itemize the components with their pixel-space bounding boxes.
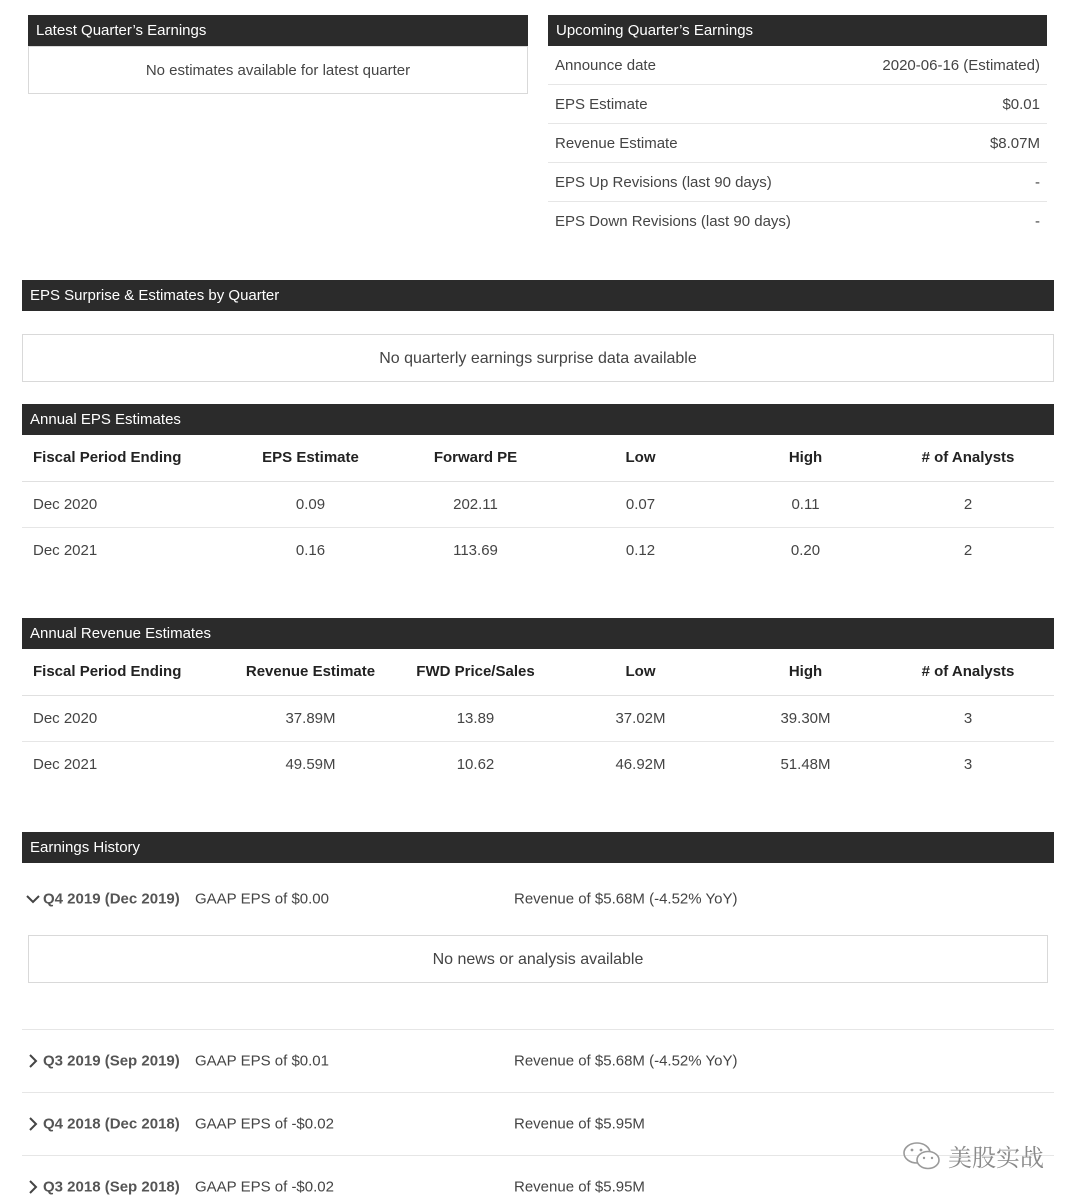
table-cell: 3 [882,695,1054,741]
history-revenue: Revenue of $5.68M (-4.52% YoY) [514,890,738,908]
upcoming-row-label: EPS Down Revisions (last 90 days) [555,213,791,230]
upcoming-row [548,85,1047,124]
table-row [22,481,1054,527]
history-eps: GAAP EPS of $0.01 [195,1052,329,1070]
table-header-row [22,435,1054,481]
history-quarter: Q4 2018 (Dec 2018) [43,1115,180,1133]
table-cell: 202.11 [399,481,552,527]
eps-surprise-title: EPS Surprise & Estimates by Quarter [22,280,1054,311]
table-cell: 39.30M [729,695,882,741]
annual-eps-table [22,435,1054,573]
upcoming-row-value: $8.07M [989,135,1040,152]
table-header-row [22,649,1054,695]
column-header: FWD Price/Sales [399,649,552,695]
chevron-down-icon [26,892,40,906]
table-cell: 0.09 [222,481,399,527]
upcoming-quarter-title: Upcoming Quarter’s Earnings [548,15,1047,46]
history-eps: GAAP EPS of $0.00 [195,890,329,908]
upcoming-row [548,202,1047,241]
column-header: High [729,649,882,695]
table-cell: 37.89M [222,695,399,741]
history-quarter: Q3 2018 (Sep 2018) [43,1178,180,1196]
table-cell: 10.62 [456,755,495,773]
upcoming-quarter-panel [548,15,1047,241]
earnings-history-section [22,832,1054,1202]
upcoming-row-label: Announce date [555,57,656,74]
history-revenue: Revenue of $5.95M [514,1178,645,1196]
table-cell: 49.59M [285,755,336,773]
table-cell: Dec 2020 [22,481,222,527]
column-header: EPS Estimate [222,435,399,481]
table-cell: Dec 2021 [33,755,98,773]
history-quarter: Q4 2019 (Dec 2019) [43,890,180,908]
history-eps: GAAP EPS of -$0.02 [195,1115,334,1133]
table-row [22,695,1054,741]
history-quarter: Q3 2019 (Sep 2019) [43,1052,180,1070]
upcoming-row [548,124,1047,163]
upcoming-row-value: 2020-06-16 (Estimated) [882,57,1040,74]
annual-revenue-section [22,618,1054,787]
upcoming-row-value: - [1035,174,1040,191]
latest-quarter-title: Latest Quarter’s Earnings [28,15,528,46]
upcoming-row-label: EPS Up Revisions (last 90 days) [555,174,772,191]
column-header: Fiscal Period Ending [22,649,222,695]
table-cell: Dec 2020 [22,695,222,741]
history-item-toggle[interactable] [22,1156,1054,1202]
column-header: Fiscal Period Ending [22,435,222,481]
table-cell: 0.16 [295,541,326,559]
table-cell: 113.69 [453,541,498,559]
table-cell: 51.48M [780,755,831,773]
column-header: Low [552,435,729,481]
upcoming-row-value: - [1035,213,1040,230]
latest-quarter-message: No estimates available for latest quarter [28,46,528,94]
column-header: Low [552,649,729,695]
latest-quarter-panel [28,15,528,94]
upcoming-row [548,163,1047,202]
annual-eps-section [22,404,1054,573]
history-item-toggle[interactable] [22,1030,1054,1092]
annual-revenue-title: Annual Revenue Estimates [22,618,1054,649]
upcoming-row-value: $0.01 [1002,96,1040,113]
table-cell: 2 [963,541,973,559]
table-row [22,741,1054,787]
upcoming-row-label: EPS Estimate [555,96,648,113]
eps-surprise-message: No quarterly earnings surprise data available [22,334,1054,382]
table-row [22,527,1054,573]
table-cell: 46.92M [615,755,666,773]
table-cell: 3 [963,755,973,773]
chevron-right-icon [26,1054,40,1068]
annual-eps-title: Annual EPS Estimates [22,404,1054,435]
watermark-text: 美股实战 [948,1145,1044,1172]
table-cell: 0.11 [729,481,882,527]
history-revenue: Revenue of $5.95M [514,1115,645,1133]
chevron-right-icon [26,1117,40,1131]
history-item-toggle[interactable] [22,1093,1054,1155]
history-revenue: Revenue of $5.68M (-4.52% YoY) [514,1052,738,1070]
column-header: Revenue Estimate [222,649,399,695]
table-cell: Dec 2021 [33,541,98,559]
column-header: # of Analysts [882,435,1054,481]
wechat-icon [902,1140,942,1172]
annual-revenue-table [22,649,1054,787]
earnings-history-title: Earnings History [22,832,1054,863]
table-cell: 2 [882,481,1054,527]
table-cell: 0.07 [552,481,729,527]
table-cell: 37.02M [552,695,729,741]
history-item-toggle[interactable] [22,863,1054,935]
table-cell: 0.12 [625,541,656,559]
chevron-right-icon [26,1180,40,1194]
column-header: # of Analysts [882,649,1054,695]
history-expanded-message: No news or analysis available [28,935,1048,983]
upcoming-row [548,46,1047,85]
column-header: High [729,435,882,481]
column-header: Forward PE [399,435,552,481]
watermark [902,1138,1044,1173]
eps-surprise-section [22,280,1054,382]
table-cell: 0.20 [790,541,821,559]
history-eps: GAAP EPS of -$0.02 [195,1178,334,1196]
table-cell: 13.89 [399,695,552,741]
upcoming-row-label: Revenue Estimate [555,135,678,152]
